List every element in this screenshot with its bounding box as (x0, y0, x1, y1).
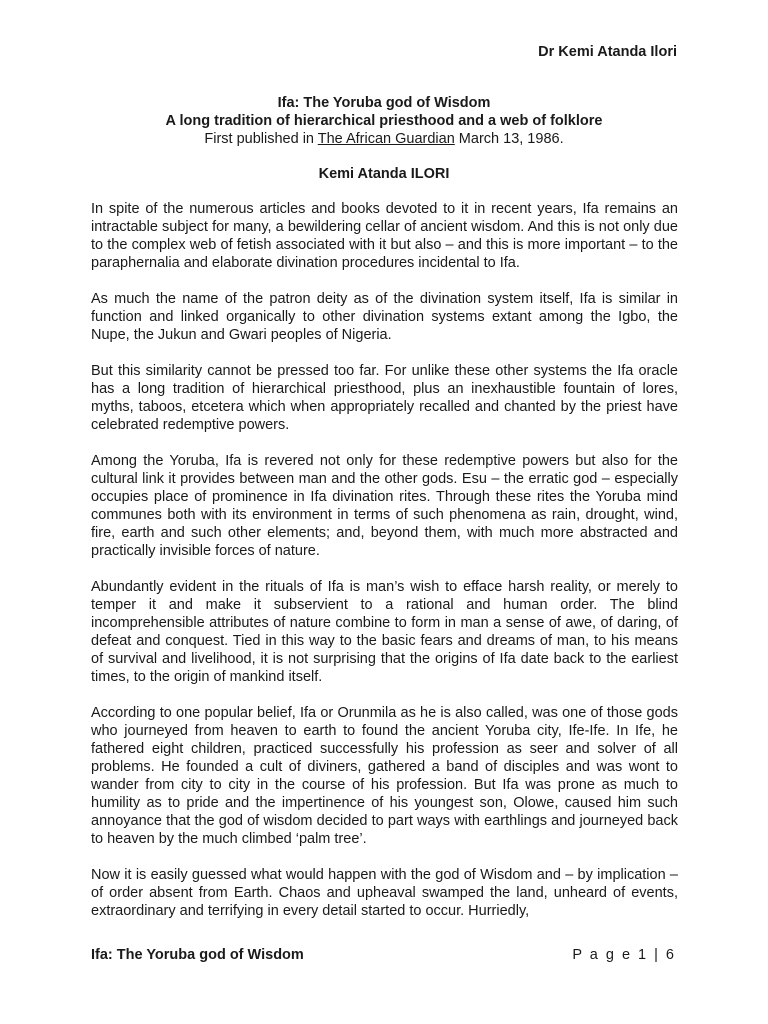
publication-line (91, 130, 677, 148)
title-block (91, 94, 677, 148)
paragraph: In spite of the numerous articles and books devoted to it in recent years, Ifa remains an intractable subject for many, a bewildering cellar of ancient wisdom. And this is not only due to the complex web of fetish associated with it but also – and this is more important – to the paraphernalia and elaborate divination procedures incidental to Ifa. (91, 201, 678, 271)
article-subtitle: A long tradition of hierarchical priesthood and a web of folklore (165, 113, 603, 129)
footer-title: Ifa: The Yoruba god of Wisdom (91, 947, 304, 963)
publication-prefix: First published in (204, 131, 318, 147)
byline: Kemi Atanda ILORI (318, 166, 450, 182)
paragraph: According to one popular belief, Ifa or Orunmila as he is also called, was one of those gods who journeyed from heaven to earth to found the ancient Yoruba city, Ife-Ife. In Ife, he fathered eight children, practiced successfully his profession as seer and solver of all problems. He founded a cult of diviners, gathered a band of disciples and was wont to wander from city to city in the course of his profession. But Ifa was prone as much to humility as to pride and the impertinence of his youngest son, Olowe, caused him such annoyance that the god of wisdom decided to part ways with earthlings and journeyed back to heaven by the much climbed ‘palm tree’. (91, 705, 678, 847)
article-title: Ifa: The Yoruba god of Wisdom (277, 95, 491, 111)
author-header: Dr Kemi Atanda Ilori (538, 44, 677, 60)
page-number: P a g e 1 | 6 (572, 947, 676, 963)
publication-name: The African Guardian (317, 131, 455, 147)
publication-date: March 13, 1986. (454, 131, 564, 147)
paragraph: Abundantly evident in the rituals of Ifa is man’s wish to efface harsh reality, or merely to temper it and make it subservient to a rational and human order. The blind incomprehensible attributes of nature combine to form in man a sense of awe, of daring, of defeat and conquest. Tied in this way to the basic fears and dreams of man, to his means of survival and livelihood, it is not surprising that the origins of Ifa date back to the earliest times, to the origin of mankind itself. (91, 579, 678, 685)
paragraph: Among the Yoruba, Ifa is revered not only for these redemptive powers but also for the cultural link it provides between man and the other gods. Esu – the erratic god – especially occupies place of prominence in Ifa divination rites. Through these rites the Yoruba mind communes both with its environment in terms of such phenomena as rain, drought, wind, fire, earth and such other elements; and, beyond them, with much more abstracted and practically invisible forces of nature. (91, 453, 678, 559)
paragraph: But this similarity cannot be pressed too far. For unlike these other systems the Ifa oracle has a long tradition of hierarchical priesthood, plus an inexhaustible fountain of lores, myths, taboos, etcetera which when appropriately recalled and chanted by the priest have celebrated redemptive powers. (91, 363, 678, 433)
article-body (91, 200, 678, 938)
paragraph: Now it is easily guessed what would happen with the god of Wisdom and – by implication – of order absent from Earth. Chaos and upheaval swamped the land, unheard of events, extraordinary and terrifying in every detail started to occur. Hurriedly, (91, 867, 678, 919)
paragraph: As much the name of the patron deity as of the divination system itself, Ifa is similar in function and linked organically to other divination systems extant among the Igbo, the Nupe, the Jukun and Gwari peoples of Nigeria. (91, 291, 678, 343)
